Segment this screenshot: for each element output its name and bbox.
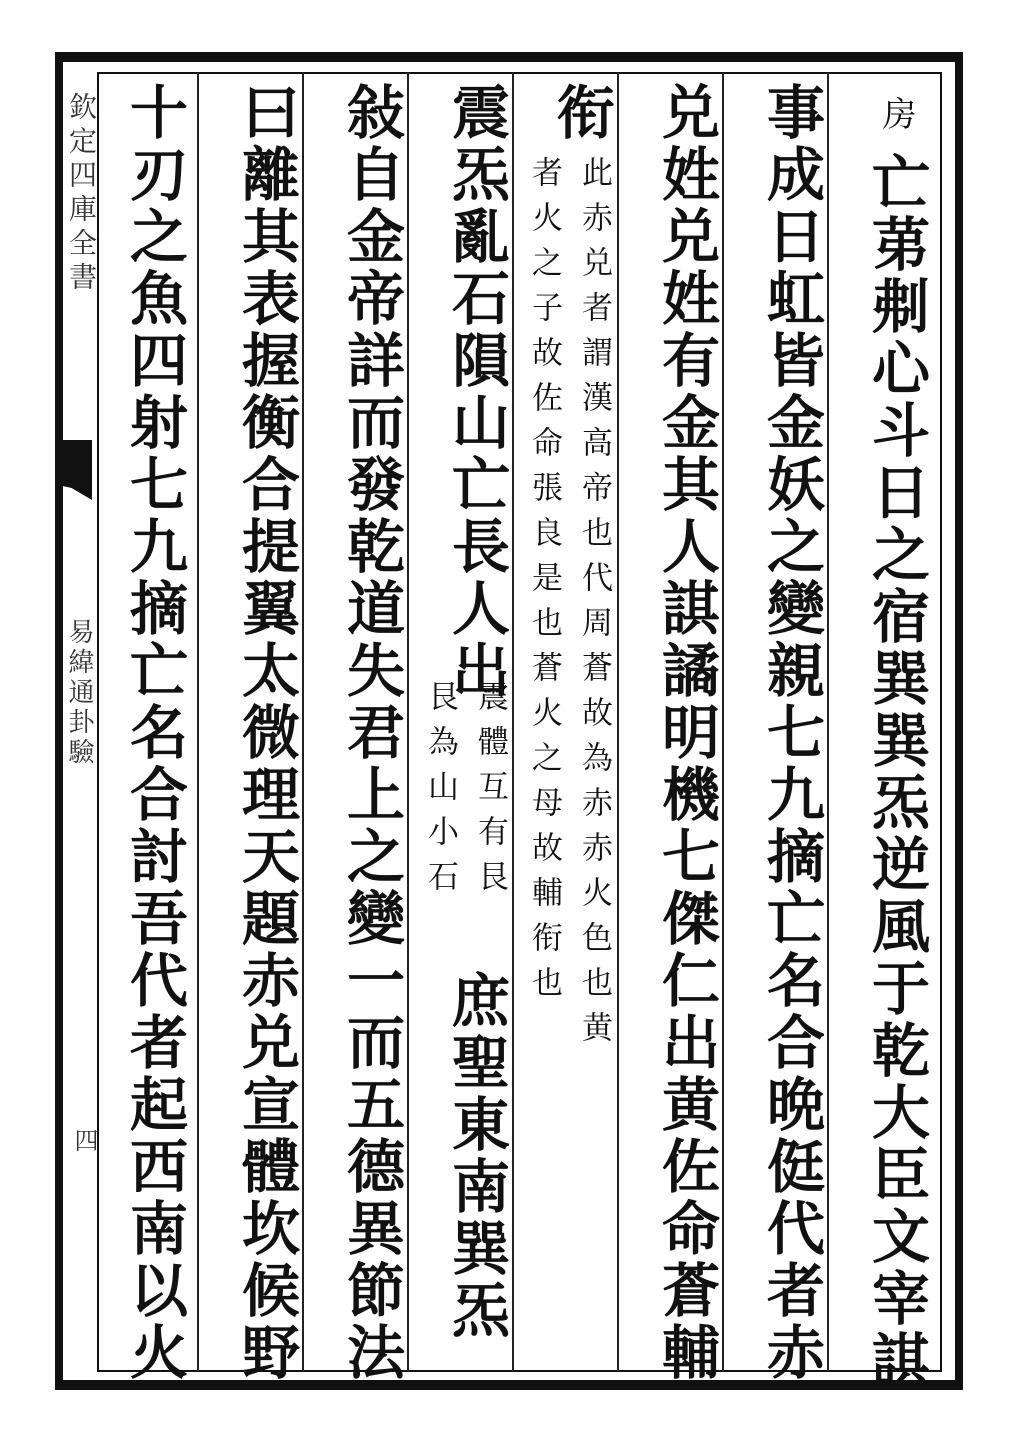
- text-column-1: 亡苐刜心斗日之宿巽巽炁逆風于乾大臣文宰諆: [862, 152, 930, 1392]
- column-divider: [722, 72, 724, 1372]
- column-divider: [302, 72, 304, 1372]
- text-column-5-bottom: 庶聖東南巽炁: [442, 970, 510, 1342]
- left-border-bar: [55, 52, 63, 1390]
- text-column-7: 曰離其表握衡合提翼太微理天題赤兑宣體坎候野: [232, 82, 300, 1384]
- annotation-right: 此赤兑者謂漢高帝也代周蒼故為赤赤火色也黄: [576, 156, 612, 1056]
- column-divider: [617, 72, 619, 1372]
- text-column-5-top: 震炁亂石隕山亡長人出: [442, 82, 510, 702]
- column-marker: 房: [876, 96, 916, 130]
- column-divider: [827, 72, 829, 1372]
- column-divider: [197, 72, 199, 1372]
- annotation-left: 艮為山小石: [422, 680, 458, 905]
- column-divider: [407, 72, 409, 1372]
- annotation-right: 震體互有艮: [472, 680, 508, 905]
- book-title: 欽定四庫全書: [65, 92, 98, 296]
- page-number: 四: [70, 1128, 98, 1152]
- text-column-4: 衔: [547, 82, 615, 144]
- text-column-6: 敍自金帝詳而發乾道失君上之變一而五德異節法: [337, 82, 405, 1384]
- text-column-8: 十刃之魚四射七九摘亡名合討吾代者起西南以火: [120, 82, 188, 1384]
- annotation-left: 者火之子故佐命張良是也蒼火之母故輔衔也: [526, 156, 562, 1011]
- text-column-3: 兑姓兑姓有金其人諆譎明機七傑仁出黄佐命蒼輔: [652, 82, 720, 1384]
- section-title: 易緯通卦驗: [64, 618, 94, 768]
- text-column-2: 事成日虹皆金妖之變親七九摘亡名合晩侹代者赤: [757, 82, 825, 1384]
- column-divider: [512, 72, 514, 1372]
